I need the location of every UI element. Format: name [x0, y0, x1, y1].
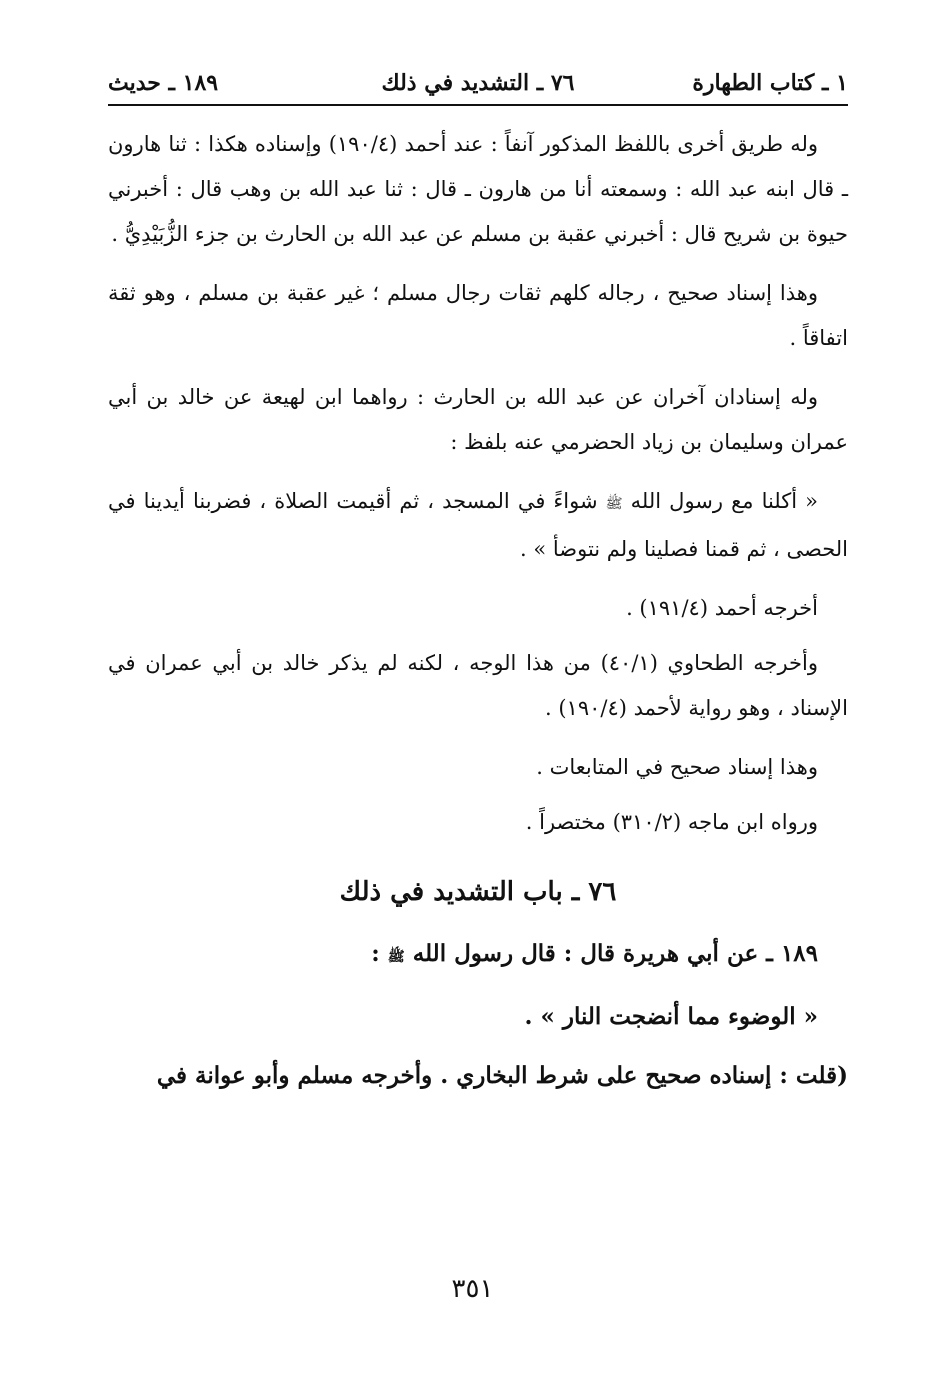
running-header	[108, 66, 848, 106]
hadith-salla-honorific: ﷺ	[387, 949, 405, 965]
hadith-intro-before: ١٨٩ ـ عن أبي هريرة قال : قال رسول الله	[412, 940, 818, 967]
quoted-hadith-text	[108, 479, 848, 572]
section-heading: ٧٦ ـ باب التشديد في ذلك	[339, 877, 617, 907]
quote-before: « أكلنا مع رسول الله	[630, 489, 819, 513]
hadith-text: « الوضوء مما أنضجت النار » .	[524, 1003, 818, 1030]
paragraph-tahawi: وأخرجه الطحاوي (٤٠/١) من هذا الوجه ، لكنه لم يذكر خالد بن أبي عمران في الإسناد ، وهو رواية لأحمد (١٩٠/٤) .	[108, 651, 848, 720]
hadith-intro	[108, 931, 848, 980]
header-book-title: ١ ـ كتاب الطهارة	[692, 70, 848, 96]
paragraph-mutabaat: وهذا إسناد صحيح في المتابعات .	[536, 755, 818, 779]
header-hadith-number: ١٨٩ ـ حديث	[108, 70, 219, 96]
quote-after: شواءً في المسجد ، ثم أقيمت الصلاة ، فضربنا أيدينا في الحصى ، ثم قمنا فصلينا ولم نتوضأ » .	[108, 489, 848, 561]
paragraph-another-route: وله طريق أخرى باللفظ المذكور آنفاً : عند أحمد (١٩٠/٤) وإسناده هكذا : ثنا هارون ـ قال ابنه عبد الله : وسمعته أنا من هارون ـ قال : ثنا عبد الله بن وهب قال : أخبرني حيوة بن شريح قال : أخبرني عقبة بن مسلم عن عبد الله بن الحارث بن جزء الزُّبَيْدِيُّ .	[108, 132, 848, 246]
salla-honorific: ﷺ	[605, 496, 623, 512]
paragraph-ahmad: أخرجه أحمد (١٩١/٤) .	[626, 596, 818, 620]
page-number: ٣٥١	[451, 1274, 494, 1304]
hadith-note: (قلت : إسناده صحيح على شرط البخاري . وأخرجه مسلم وأبو عوانة في	[156, 1062, 848, 1089]
paragraph-two-more-isnads: وله إسنادان آخران عن عبد الله بن الحارث : رواهما ابن لهيعة عن خالد بن أبي عمران وسليمان بن زياد الحضرمي عنه بلفظ :	[108, 385, 848, 454]
paragraph-ibn-majah: ورواه ابن ماجه (٣١٠/٢) مختصراً .	[525, 810, 818, 834]
page-body	[108, 122, 848, 1112]
header-chapter-title: ٧٦ ـ التشديد في ذلك	[381, 70, 575, 96]
header-divider	[108, 104, 848, 106]
hadith-intro-after: :	[371, 940, 380, 967]
paragraph-isnad-sahih: وهذا إسناد صحيح ، رجاله كلهم ثقات رجال مسلم ؛ غير عقبة بن مسلم ، وهو ثقة اتفاقاً .	[108, 281, 848, 350]
